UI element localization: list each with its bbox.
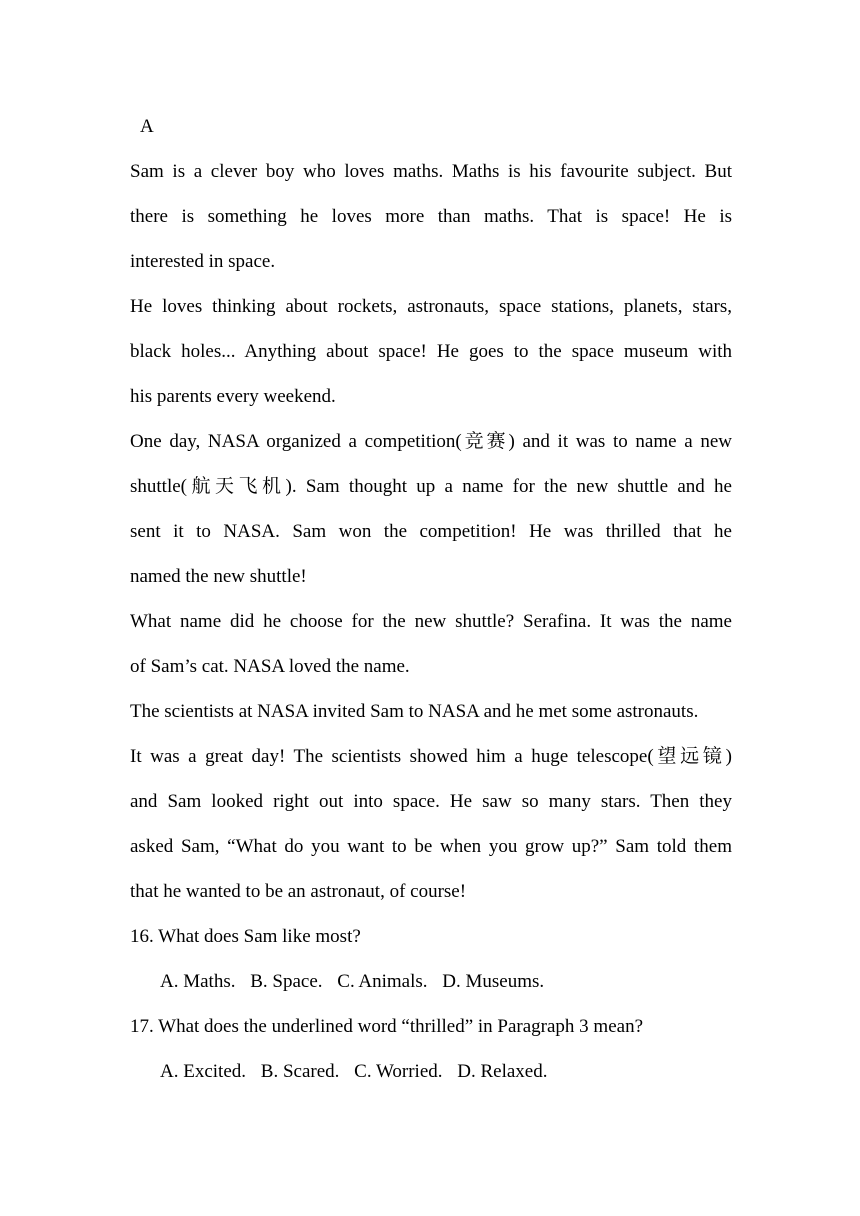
question-stem: 16. What does Sam like most? bbox=[130, 926, 361, 947]
paragraph-line: there is something he loves more than maths. That is space! He is bbox=[130, 206, 732, 227]
paragraph-line: asked Sam, “What do you want to be when you grow up?” Sam told them bbox=[130, 836, 732, 857]
option-row bbox=[130, 1049, 732, 1094]
paragraph-line: and Sam looked right out into space. He saw so many stars. Then they bbox=[130, 791, 732, 812]
paragraph-line: He loves thinking about rockets, astronauts, space stations, planets, stars, bbox=[130, 296, 732, 317]
paragraph-line: named the new shuttle! bbox=[130, 566, 307, 587]
paragraph-4 bbox=[130, 599, 732, 689]
section-label: A bbox=[140, 116, 154, 137]
option-c: C. Worried. bbox=[354, 1061, 443, 1082]
paragraph-2 bbox=[130, 284, 732, 419]
option-d: D. Museums. bbox=[442, 971, 545, 992]
paragraph-line: of Sam’s cat. NASA loved the name. bbox=[130, 656, 410, 677]
option-b: B. Scared. bbox=[260, 1061, 340, 1082]
paragraph-line: The scientists at NASA invited Sam to NASA and he met some astronauts. bbox=[130, 701, 699, 722]
paragraph-line: shuttle(航天飞机). Sam thought up a name for the new shuttle and he bbox=[130, 476, 732, 497]
option-b: B. Space. bbox=[250, 971, 323, 992]
paragraph-line: One day, NASA organized a competition(竞赛) and it was to name a new bbox=[130, 431, 732, 452]
option-a: A. Maths. bbox=[160, 971, 236, 992]
question-16 bbox=[130, 914, 732, 1004]
paragraph-line: his parents every weekend. bbox=[130, 386, 336, 407]
paragraph-line: black holes... Anything about space! He goes to the space museum with bbox=[130, 341, 732, 362]
paragraph-line: Sam is a clever boy who loves maths. Maths is his favourite subject. But bbox=[130, 161, 732, 182]
paragraph-line: sent it to NASA. Sam won the competition! He was thrilled that he bbox=[130, 521, 732, 542]
option-c: C. Animals. bbox=[337, 971, 428, 992]
paragraph-1 bbox=[130, 149, 732, 284]
paragraph-5 bbox=[130, 689, 732, 914]
paragraph-line: It was a great day! The scientists showed him a huge telescope(望远镜) bbox=[130, 746, 732, 767]
paragraph-line: interested in space. bbox=[130, 251, 276, 272]
paragraph-line: What name did he choose for the new shuttle? Serafina. It was the name bbox=[130, 611, 732, 632]
question-17 bbox=[130, 1004, 732, 1094]
option-row bbox=[130, 959, 732, 1004]
option-a: A. Excited. bbox=[160, 1061, 247, 1082]
document-page bbox=[130, 104, 732, 1094]
option-d: D. Relaxed. bbox=[457, 1061, 548, 1082]
paragraph-line: that he wanted to be an astronaut, of course! bbox=[130, 881, 467, 902]
question-stem: 17. What does the underlined word “thrilled” in Paragraph 3 mean? bbox=[130, 1016, 644, 1037]
paragraph-3 bbox=[130, 419, 732, 599]
